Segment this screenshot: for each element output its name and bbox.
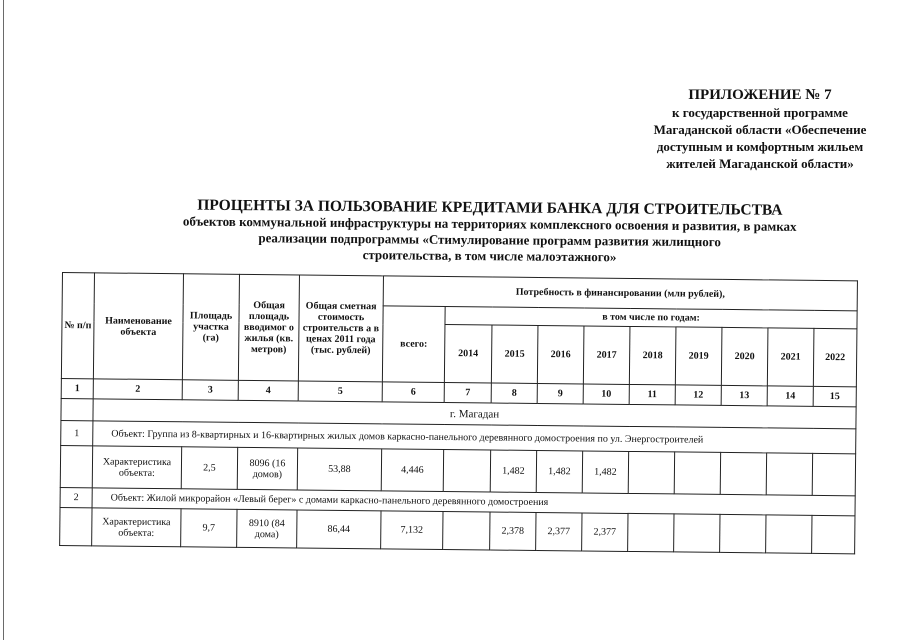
header-year: 2019 xyxy=(675,327,722,385)
city-name: г. Магадан xyxy=(93,399,856,429)
area-value: 2,5 xyxy=(181,447,237,490)
header-year: 2020 xyxy=(721,327,768,385)
document-subtitle-line: реализации подпрограммы «Стимулирование программ развития жилищного xyxy=(258,230,721,250)
header-area: Площадь участка (га) xyxy=(182,274,239,381)
year-value xyxy=(720,514,766,552)
year-value xyxy=(628,513,674,551)
total-value: 7,132 xyxy=(381,511,443,550)
table-row xyxy=(60,507,855,553)
year-value: 1,482 xyxy=(582,451,628,493)
column-number: 13 xyxy=(721,385,767,405)
document-subtitle-line: строительства, в том числе малоэтажного» xyxy=(362,247,617,265)
document-title: ПРОЦЕНТЫ ЗА ПОЛЬЗОВАНИЕ КРЕДИТАМИ БАНКА ДЛЯ СТРОИТЕЛЬСТВА xyxy=(197,196,783,219)
cost-value: 53,88 xyxy=(297,448,381,491)
column-number: 10 xyxy=(583,384,629,404)
row-spacer xyxy=(60,445,92,487)
area-value: 9,7 xyxy=(181,509,237,548)
year-value: 1,482 xyxy=(490,450,536,492)
year-value xyxy=(766,515,812,553)
header-year: 2018 xyxy=(629,326,676,384)
column-number: 8 xyxy=(491,383,537,403)
housing-value: 8910 (84 дома) xyxy=(237,509,297,548)
year-value: 1,482 xyxy=(536,450,582,492)
characteristic-label: Характеристика объекта: xyxy=(92,508,181,547)
year-value xyxy=(812,515,855,553)
row-spacer xyxy=(60,507,92,545)
object-name: Объект: Группа из 8-квартирных и 16-квартирных жилых домов каркасно-панельного деревянного домостроения по ул. Энергостроителей xyxy=(93,421,856,454)
appendix-block xyxy=(620,86,900,172)
row-number: 2 xyxy=(60,487,92,507)
header-total: всего: xyxy=(382,306,445,383)
table-header-row xyxy=(62,273,857,311)
total-value: 4,446 xyxy=(381,449,443,492)
appendix-line: доступным и комфортным жильем xyxy=(656,139,864,154)
city-row-spacer xyxy=(61,398,93,420)
column-number: 5 xyxy=(298,381,382,402)
column-number: 14 xyxy=(767,386,813,406)
characteristic-label: Характеристика объекта: xyxy=(92,446,181,489)
appendix-line: жителей Магаданской области» xyxy=(666,156,854,171)
row-number: 1 xyxy=(61,420,93,445)
header-housing: Общая площадь вводимог о жилья (кв. метров) xyxy=(238,274,299,381)
column-number: 12 xyxy=(675,385,721,405)
column-number: 6 xyxy=(382,382,444,403)
column-number: 7 xyxy=(444,383,491,403)
object-name: Объект: Жилой микрорайон «Левый берег» с домами каркасно-панельного деревянного домостроения xyxy=(92,488,855,516)
appendix-title: ПРИЛОЖЕНИЕ № 7 xyxy=(688,87,832,103)
column-number: 2 xyxy=(93,379,182,400)
year-value: 2,377 xyxy=(536,512,582,550)
year-value xyxy=(812,453,855,495)
header-year: 2022 xyxy=(813,328,857,386)
financing-table xyxy=(59,272,858,554)
year-value xyxy=(674,452,720,494)
year-value xyxy=(674,514,720,552)
year-value xyxy=(766,453,812,495)
year-value xyxy=(628,451,674,493)
header-year: 2021 xyxy=(767,328,814,386)
header-num: № п/п xyxy=(61,273,94,379)
header-year: 2015 xyxy=(491,325,538,383)
year-value xyxy=(720,452,766,494)
header-name: Наименование объекта xyxy=(93,273,183,380)
header-year: 2017 xyxy=(583,326,630,384)
scan-edge-line xyxy=(3,0,4,640)
document-heading xyxy=(119,196,860,267)
year-value xyxy=(443,450,490,492)
column-number: 3 xyxy=(182,380,238,401)
header-by-years: в том числе по годам: xyxy=(445,307,857,329)
year-value xyxy=(443,512,490,550)
year-value: 2,377 xyxy=(582,513,628,551)
cost-value: 86,44 xyxy=(297,510,381,549)
column-number: 9 xyxy=(537,383,583,403)
header-year: 2016 xyxy=(537,325,584,383)
document-subtitle-line: объектов коммунальной инфраструктуры на территориях комплексного освоения и развития, в рамках xyxy=(182,213,797,234)
year-value: 2,378 xyxy=(490,512,536,550)
column-number: 1 xyxy=(61,378,93,398)
appendix-line: Магаданской области «Обеспечение xyxy=(653,122,867,137)
header-need: Потребность в финансировании (млн рублей), xyxy=(383,276,857,311)
column-number: 11 xyxy=(629,384,675,404)
column-number: 4 xyxy=(238,380,298,401)
appendix-line: к государственной программе xyxy=(672,105,848,120)
header-year: 2014 xyxy=(444,325,492,383)
housing-value: 8096 (16 домов) xyxy=(237,447,297,490)
header-cost: Общая сметная стоимость строительств а в ценах 2011 года (тыс. рублей) xyxy=(298,275,383,382)
column-number: 15 xyxy=(813,386,856,406)
